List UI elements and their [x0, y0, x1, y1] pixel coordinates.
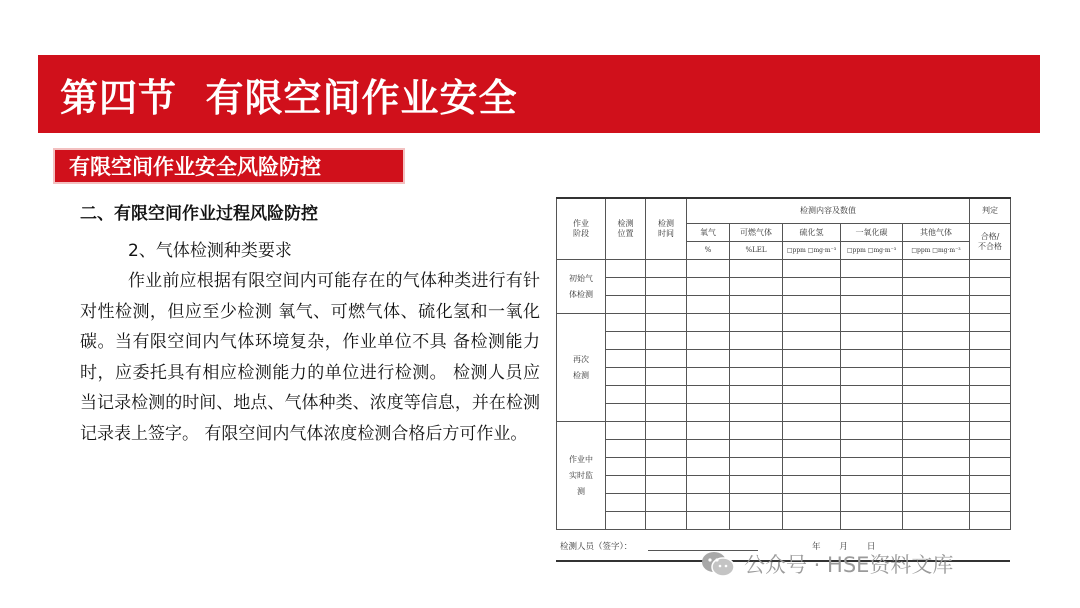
- blank-cell[interactable]: [783, 386, 841, 404]
- wechat-icon: [700, 550, 736, 578]
- blank-cell[interactable]: [687, 476, 730, 494]
- blank-cell[interactable]: [970, 512, 1011, 530]
- blank-cell[interactable]: [646, 368, 687, 386]
- blank-cell[interactable]: [970, 422, 1011, 440]
- blank-cell[interactable]: [903, 458, 970, 476]
- blank-cell[interactable]: [903, 404, 970, 422]
- blank-cell[interactable]: [687, 368, 730, 386]
- table-row: [557, 440, 1011, 458]
- blank-cell[interactable]: [903, 296, 970, 314]
- header-content: 检测内容及数值: [687, 198, 970, 224]
- blank-cell[interactable]: [606, 260, 646, 278]
- blank-cell[interactable]: [903, 350, 970, 368]
- blank-cell[interactable]: [841, 404, 903, 422]
- blank-cell[interactable]: [730, 278, 783, 296]
- section-subtitle: 有限空间作业安全风险防控: [69, 155, 321, 179]
- blank-cell[interactable]: [730, 260, 783, 278]
- section-subtitle-box: [53, 148, 405, 184]
- blank-cell[interactable]: [783, 458, 841, 476]
- header-gas-h2s: 硫化氢: [783, 224, 841, 242]
- blank-cell[interactable]: [783, 368, 841, 386]
- table-row: [557, 422, 1011, 440]
- stage-cell: 作业中 实时监 测: [557, 422, 606, 530]
- blank-cell[interactable]: [646, 458, 687, 476]
- blank-cell[interactable]: [646, 296, 687, 314]
- blank-cell[interactable]: [841, 476, 903, 494]
- blank-cell[interactable]: [730, 422, 783, 440]
- blank-cell[interactable]: [646, 386, 687, 404]
- header-judge: 判定: [970, 198, 1011, 224]
- blank-cell[interactable]: [903, 278, 970, 296]
- blank-cell[interactable]: [730, 404, 783, 422]
- blank-cell[interactable]: [903, 332, 970, 350]
- blank-cell[interactable]: [646, 350, 687, 368]
- stage-cell: 再次 检测: [557, 314, 606, 422]
- table-row: [557, 278, 1011, 296]
- blank-cell[interactable]: [841, 368, 903, 386]
- unit-h2s: □ppm □mg·m⁻³: [783, 242, 841, 260]
- blank-cell[interactable]: [730, 332, 783, 350]
- blank-cell[interactable]: [687, 296, 730, 314]
- blank-cell[interactable]: [783, 278, 841, 296]
- unit-other: □ppm □mg·m⁻³: [903, 242, 970, 260]
- blank-cell[interactable]: [903, 494, 970, 512]
- blank-cell[interactable]: [970, 332, 1011, 350]
- blank-cell[interactable]: [687, 458, 730, 476]
- blank-cell[interactable]: [730, 368, 783, 386]
- table-row: [557, 332, 1011, 350]
- blank-cell[interactable]: [730, 512, 783, 530]
- blank-cell[interactable]: [783, 422, 841, 440]
- blank-cell[interactable]: [970, 278, 1011, 296]
- watermark-text: 公众号 · HSE资料文库: [744, 553, 954, 577]
- blank-cell[interactable]: [730, 296, 783, 314]
- blank-cell[interactable]: [606, 458, 646, 476]
- blank-cell[interactable]: [783, 260, 841, 278]
- table-row: [557, 314, 1011, 332]
- blank-cell[interactable]: [970, 404, 1011, 422]
- blank-cell[interactable]: [841, 422, 903, 440]
- blank-cell[interactable]: [841, 296, 903, 314]
- blank-cell[interactable]: [841, 386, 903, 404]
- blank-cell[interactable]: [606, 386, 646, 404]
- table-row: [557, 296, 1011, 314]
- blank-cell[interactable]: [841, 512, 903, 530]
- blank-cell[interactable]: [783, 332, 841, 350]
- blank-cell[interactable]: [970, 350, 1011, 368]
- blank-cell[interactable]: [783, 404, 841, 422]
- gas-detection-form: [556, 197, 1010, 562]
- blank-cell[interactable]: [841, 314, 903, 332]
- blank-cell[interactable]: [687, 422, 730, 440]
- table-row: [557, 476, 1011, 494]
- blank-cell[interactable]: [606, 296, 646, 314]
- blank-cell[interactable]: [970, 368, 1011, 386]
- blank-cell[interactable]: [783, 494, 841, 512]
- blank-cell[interactable]: [970, 260, 1011, 278]
- header-time: 检测 时间: [646, 198, 687, 260]
- table-row: [557, 512, 1011, 530]
- blank-cell[interactable]: [606, 440, 646, 458]
- blank-cell[interactable]: [606, 404, 646, 422]
- unit-combustible: %LEL: [730, 242, 783, 260]
- blank-cell[interactable]: [841, 260, 903, 278]
- table-row: [557, 494, 1011, 512]
- blank-cell[interactable]: [841, 350, 903, 368]
- blank-cell[interactable]: [841, 494, 903, 512]
- table-row: [557, 404, 1011, 422]
- blank-cell[interactable]: [783, 350, 841, 368]
- title-bar: [38, 55, 1040, 133]
- blank-cell[interactable]: [646, 494, 687, 512]
- blank-cell[interactable]: [687, 278, 730, 296]
- blank-cell[interactable]: [687, 314, 730, 332]
- page-title: 第四节 有限空间作业安全: [60, 75, 518, 120]
- blank-cell[interactable]: [783, 314, 841, 332]
- blank-cell[interactable]: [687, 512, 730, 530]
- table-row: [557, 458, 1011, 476]
- blank-cell[interactable]: [687, 494, 730, 512]
- blank-cell[interactable]: [903, 476, 970, 494]
- header-stage: 作业 阶段: [557, 198, 606, 260]
- blank-cell[interactable]: [606, 368, 646, 386]
- blank-cell[interactable]: [606, 494, 646, 512]
- blank-cell[interactable]: [687, 260, 730, 278]
- blank-cell[interactable]: [606, 332, 646, 350]
- content-heading: 二、有限空间作业过程风险防控: [80, 204, 318, 224]
- blank-cell[interactable]: [687, 350, 730, 368]
- blank-cell[interactable]: [841, 440, 903, 458]
- blank-cell[interactable]: [687, 404, 730, 422]
- blank-cell[interactable]: [646, 332, 687, 350]
- blank-cell[interactable]: [687, 440, 730, 458]
- unit-oxygen: %: [687, 242, 730, 260]
- blank-cell[interactable]: [646, 422, 687, 440]
- blank-cell[interactable]: [903, 314, 970, 332]
- blank-cell[interactable]: [903, 512, 970, 530]
- blank-cell[interactable]: [646, 404, 687, 422]
- blank-cell[interactable]: [730, 314, 783, 332]
- table-row: [557, 260, 1011, 278]
- blank-cell[interactable]: [841, 278, 903, 296]
- blank-cell[interactable]: [841, 458, 903, 476]
- blank-cell[interactable]: [783, 296, 841, 314]
- blank-cell[interactable]: [783, 440, 841, 458]
- content-subheading: 2、气体检测种类要求: [128, 241, 292, 261]
- blank-cell[interactable]: [970, 386, 1011, 404]
- header-location: 检测 位置: [606, 198, 646, 260]
- blank-cell[interactable]: [646, 260, 687, 278]
- blank-cell[interactable]: [606, 422, 646, 440]
- blank-cell[interactable]: [783, 512, 841, 530]
- blank-cell[interactable]: [903, 386, 970, 404]
- blank-cell[interactable]: [646, 314, 687, 332]
- table-row: [557, 350, 1011, 368]
- gas-detection-table: [556, 197, 1011, 530]
- blank-cell[interactable]: [970, 314, 1011, 332]
- blank-cell[interactable]: [646, 440, 687, 458]
- table-row: [557, 368, 1011, 386]
- blank-cell[interactable]: [606, 350, 646, 368]
- stage-cell: 初始气 体检测: [557, 260, 606, 314]
- watermark: [700, 549, 953, 579]
- blank-cell[interactable]: [646, 278, 687, 296]
- header-gas-other: 其他气体: [903, 224, 970, 242]
- table-row: [557, 386, 1011, 404]
- blank-cell[interactable]: [970, 476, 1011, 494]
- blank-cell[interactable]: [730, 494, 783, 512]
- blank-cell[interactable]: [730, 458, 783, 476]
- blank-cell[interactable]: [783, 476, 841, 494]
- blank-cell[interactable]: [606, 512, 646, 530]
- blank-cell[interactable]: [970, 494, 1011, 512]
- blank-cell[interactable]: [903, 440, 970, 458]
- blank-cell[interactable]: [606, 314, 646, 332]
- header-gas-combustible: 可燃气体: [730, 224, 783, 242]
- header-judge-values: 合格/ 不合格: [970, 224, 1011, 260]
- blank-cell[interactable]: [970, 296, 1011, 314]
- blank-cell[interactable]: [903, 260, 970, 278]
- blank-cell[interactable]: [687, 332, 730, 350]
- blank-cell[interactable]: [606, 476, 646, 494]
- blank-cell[interactable]: [970, 458, 1011, 476]
- blank-cell[interactable]: [730, 386, 783, 404]
- header-gas-oxygen: 氧气: [687, 224, 730, 242]
- blank-cell[interactable]: [841, 332, 903, 350]
- blank-cell[interactable]: [646, 512, 687, 530]
- blank-cell[interactable]: [730, 350, 783, 368]
- blank-cell[interactable]: [730, 440, 783, 458]
- blank-cell[interactable]: [903, 422, 970, 440]
- blank-cell[interactable]: [687, 386, 730, 404]
- blank-cell[interactable]: [730, 476, 783, 494]
- content-paragraph: 作业前应根据有限空间内可能存在的气体种类进行有针对性检测，但应至少检测 氧气、可燃气体、硫化氢和一氧化碳。当有限空间内气体环境复杂，作业单位不具 备检测能力时，应委托具有相应检测能力的单位进行检测。 检测人员应当记录检测的时间、地点、气体种类、浓度等信息，并在检测记录表上签字。 有限空间内气体浓度检测合格后方可作业。: [80, 271, 540, 444]
- date-label: 年 月 日: [812, 542, 876, 552]
- blank-cell[interactable]: [646, 476, 687, 494]
- unit-co: □ppm □mg·m⁻³: [841, 242, 903, 260]
- signer-label: 检测人员（签字）：: [560, 542, 633, 552]
- blank-cell[interactable]: [970, 440, 1011, 458]
- blank-cell[interactable]: [903, 368, 970, 386]
- blank-cell[interactable]: [606, 278, 646, 296]
- header-gas-co: 一氧化碳: [841, 224, 903, 242]
